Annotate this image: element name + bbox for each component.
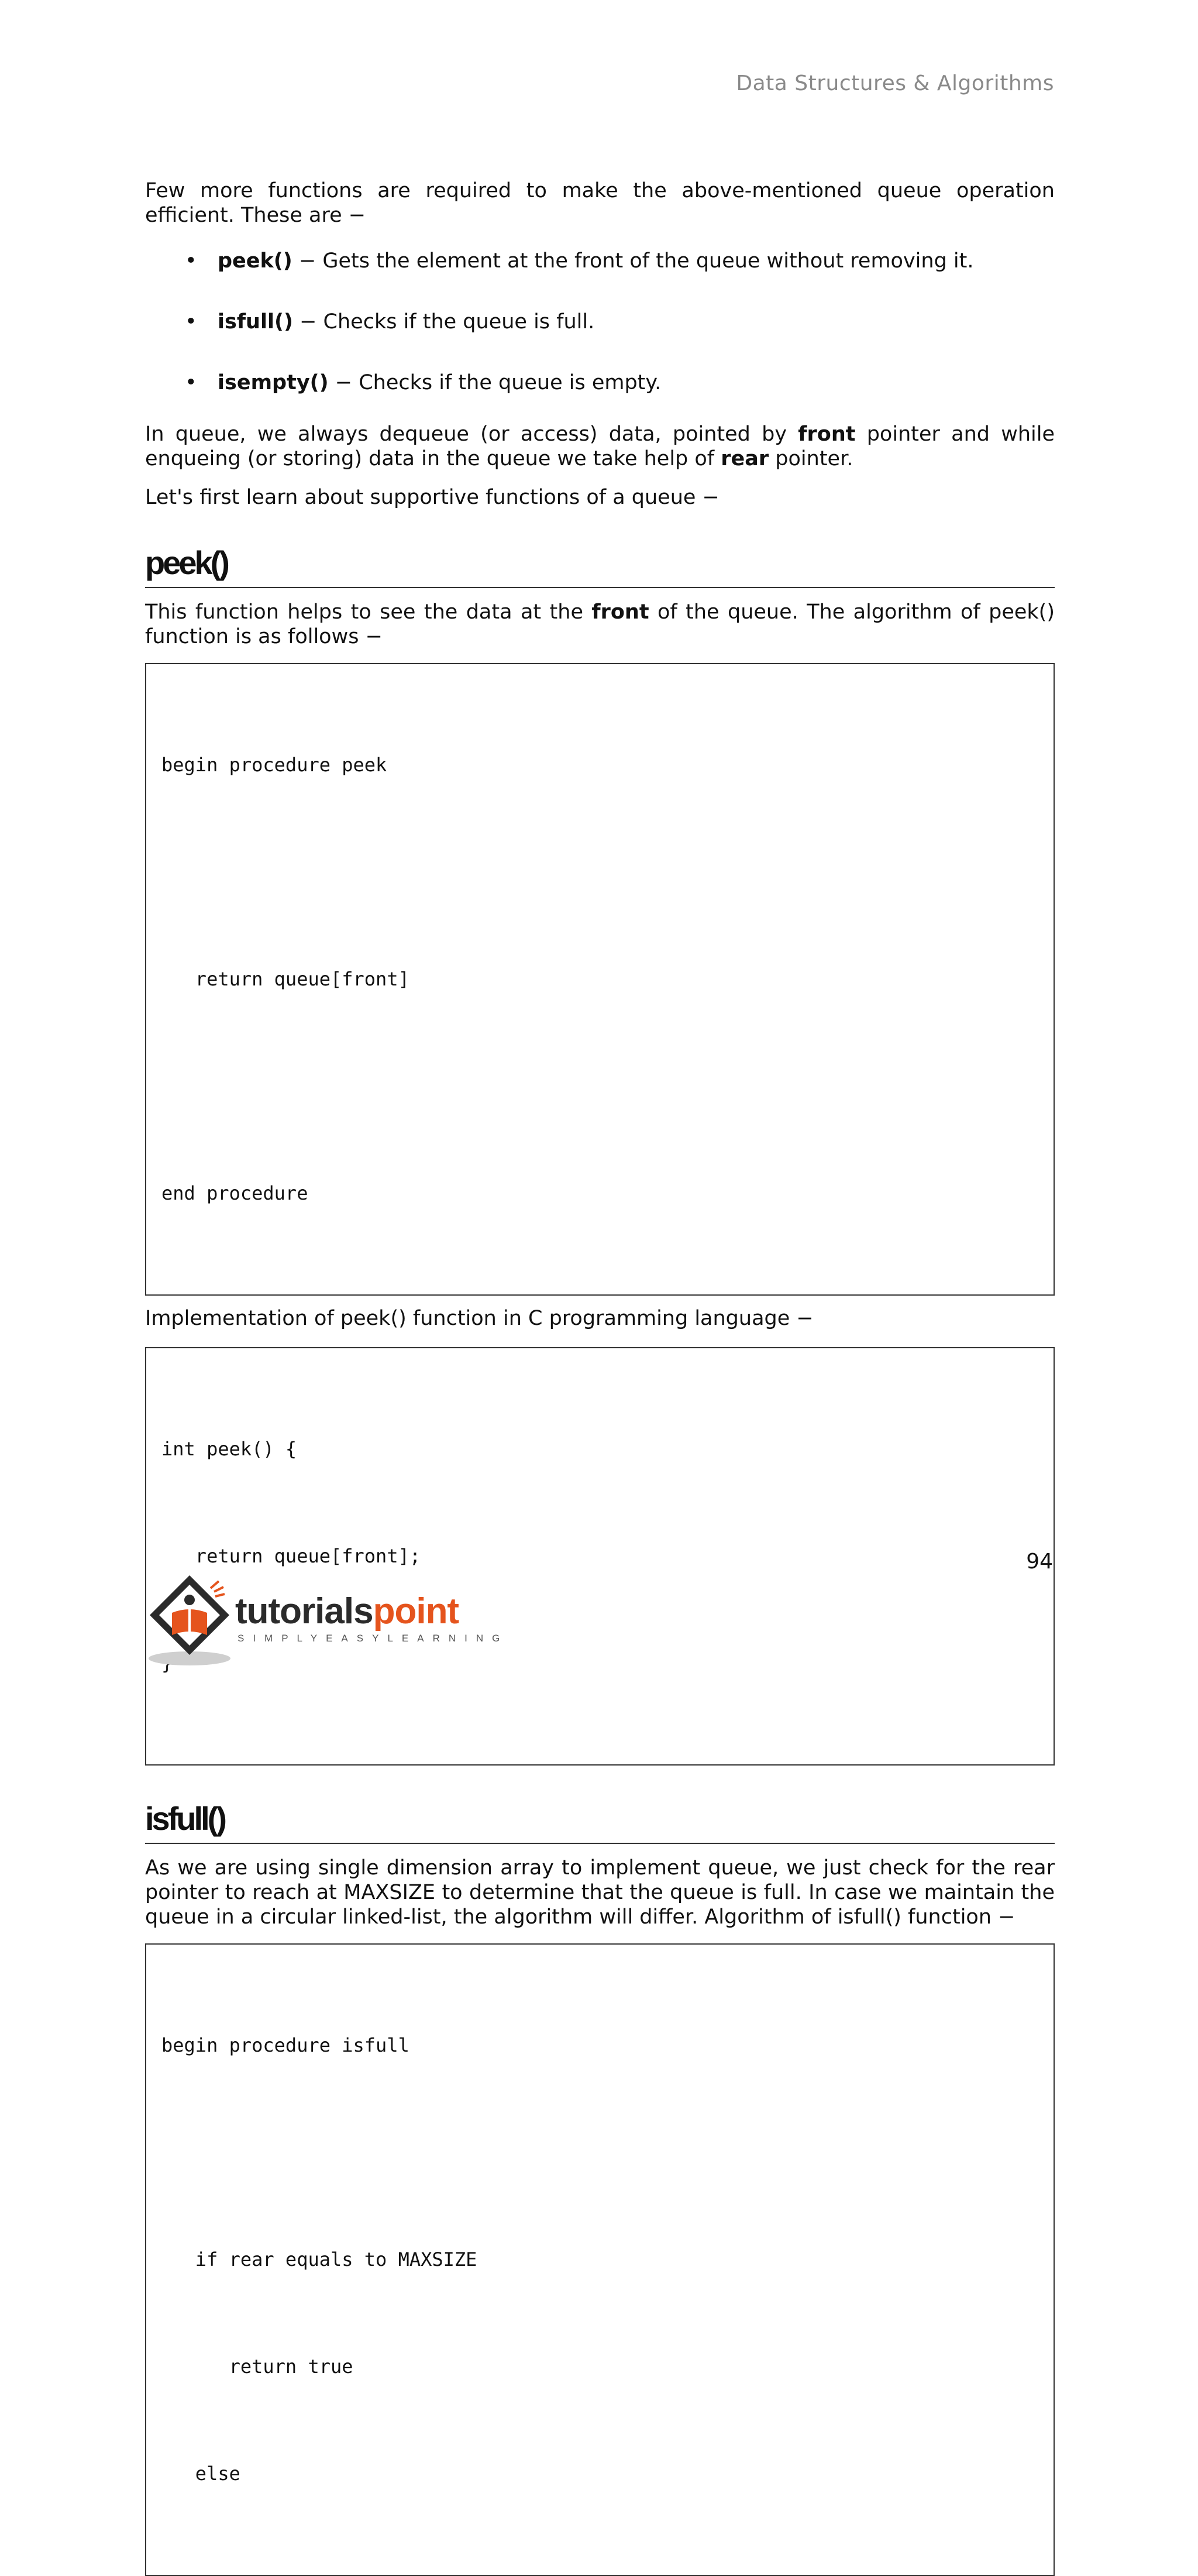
peek-description xyxy=(145,600,1055,649)
code-line: return true xyxy=(161,2355,353,2378)
code-line: return queue[front] xyxy=(161,968,409,990)
text-span: This function helps to see the data at the xyxy=(145,600,592,624)
list-item xyxy=(145,370,1055,395)
pointers-paragraph xyxy=(145,422,1055,471)
bullet-icon: • xyxy=(185,249,197,273)
logo-icon xyxy=(143,1571,242,1670)
code-line xyxy=(161,854,1038,890)
front-term: front xyxy=(591,600,649,624)
text-span: of the queue. The algorithm of peek() function is as follows − xyxy=(145,600,1055,648)
peek-impl-intro: Implementation of peek() function in C programming language − xyxy=(145,1307,814,1330)
bullet-icon: • xyxy=(185,371,197,394)
page-content xyxy=(145,178,1055,2576)
bullet-icon: • xyxy=(185,310,197,334)
function-desc: − Checks if the queue is empty. xyxy=(328,371,662,394)
function-name: peek() xyxy=(218,249,292,273)
text-span: pointer. xyxy=(769,447,853,470)
code-line: return queue[front]; xyxy=(161,1545,421,1567)
function-desc: − Checks if the queue is full. xyxy=(292,310,595,334)
code-block-isfull-algorithm xyxy=(145,1943,1055,2576)
code-block-peek-c xyxy=(145,1347,1055,1766)
code-line xyxy=(161,2135,1038,2170)
code-line: else xyxy=(161,2462,240,2485)
list-item xyxy=(145,249,1055,273)
function-name: isempty() xyxy=(218,371,329,394)
code-line: if rear equals to MAXSIZE xyxy=(161,2248,477,2271)
function-desc: − Gets the element at the front of the queue without removing it. xyxy=(292,249,974,273)
list-item xyxy=(145,310,1055,334)
code-block-peek-algorithm xyxy=(145,663,1055,1296)
code-line: begin procedure peek xyxy=(161,754,387,776)
function-list xyxy=(145,249,1055,395)
rear-term: rear xyxy=(721,447,769,470)
section-heading-isfull: isfull() xyxy=(145,1799,1055,1844)
text-span: pointer and while enqueing (or storing) data in the queue we take help of xyxy=(145,423,1055,470)
page-number: 94 xyxy=(1026,1550,1053,1574)
supportive-paragraph: Let's first learn about supportive functions of a queue − xyxy=(145,486,720,509)
logo-text-accent: point xyxy=(373,1591,459,1632)
text-span: In queue, we always dequeue (or access) data, pointed by xyxy=(145,423,798,446)
code-line: int peek() { xyxy=(161,1438,297,1460)
tutorialspoint-logo xyxy=(143,1571,509,1670)
front-term: front xyxy=(798,423,856,446)
logo-wordmark xyxy=(235,1591,459,1632)
running-header: Data Structures & Algorithms xyxy=(736,71,1054,95)
code-line xyxy=(161,1069,1038,1104)
intro-paragraph: Few more functions are required to make the above-mentioned queue operation efficient. These are − xyxy=(145,179,1055,227)
logo-tagline: SIMPLYEASYLEARNING xyxy=(237,1633,509,1644)
code-line: begin procedure isfull xyxy=(161,2034,409,2056)
function-name: isfull() xyxy=(218,310,293,334)
logo-text-dark: tutorials xyxy=(235,1591,373,1632)
isfull-description: As we are using single dimension array to implement queue, we just check for the rear pointer to reach at MAXSIZE to determine that the queue is full. In case we maintain the queue in a circular linked-list, the algorithm will differ. Algorithm of isfull() function − xyxy=(145,1856,1055,1929)
section-heading-peek: peek() xyxy=(145,544,1055,588)
code-line: end procedure xyxy=(161,1182,308,1204)
